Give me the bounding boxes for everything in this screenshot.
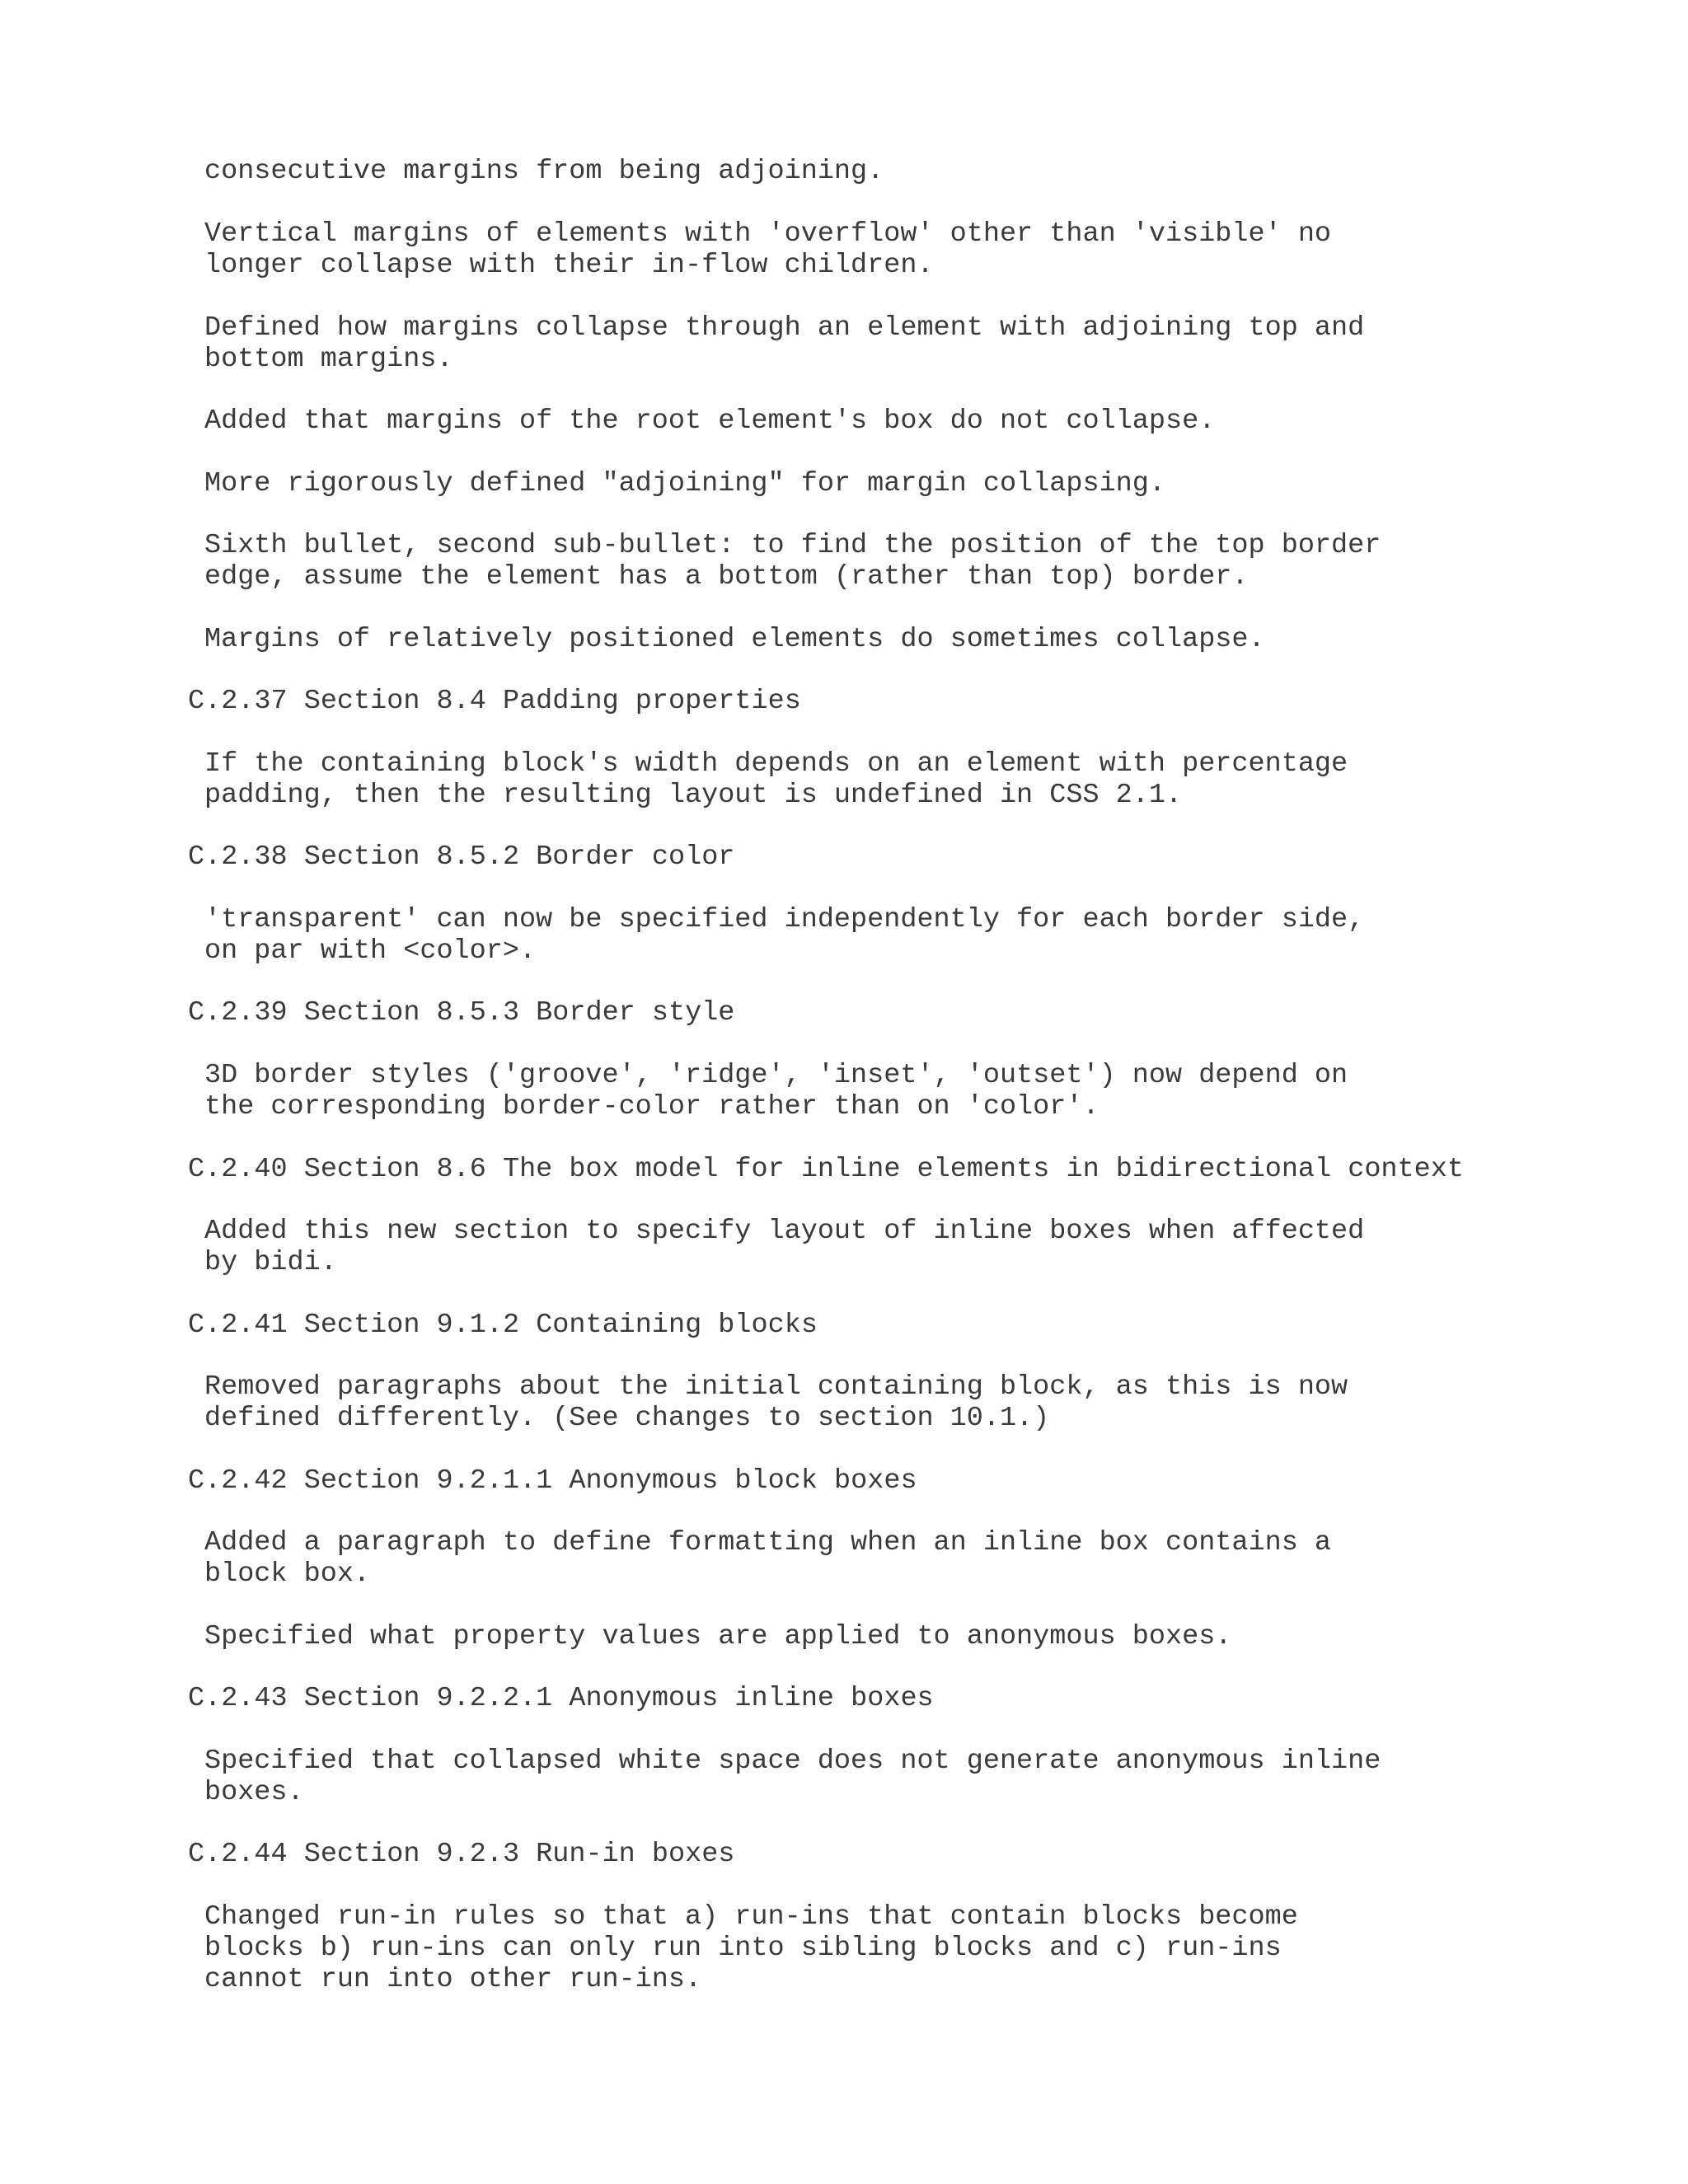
section-heading: C.2.38 Section 8.5.2 Border color <box>188 841 735 873</box>
paragraph-line: bottom margins. <box>204 344 453 375</box>
section-heading: C.2.37 Section 8.4 Padding properties <box>188 686 801 717</box>
paragraph-line: consecutive margins from being adjoining. <box>204 156 884 187</box>
paragraph-line: Added a paragraph to define formatting when an inline box contains a <box>204 1527 1332 1558</box>
paragraph-line: Changed run-in rules so that a) run-ins that contain blocks become <box>204 1901 1298 1933</box>
paragraph-line: 'transparent' can now be specified independently for each border side, <box>204 904 1365 935</box>
paragraph-line: blocks b) run-ins can only run into sibling blocks and c) run-ins <box>204 1933 1282 1964</box>
paragraph-line: block box. <box>204 1558 371 1590</box>
section-heading: C.2.44 Section 9.2.3 Run-in boxes <box>188 1839 735 1870</box>
paragraph-line: cannot run into other run-ins. <box>204 1964 702 1995</box>
paragraph-line: Defined how margins collapse through an element with adjoining top and <box>204 312 1365 344</box>
section-heading: C.2.42 Section 9.2.1.1 Anonymous block boxes <box>188 1465 917 1497</box>
section-heading: C.2.43 Section 9.2.2.1 Anonymous inline boxes <box>188 1683 934 1714</box>
paragraph-line: Removed paragraphs about the initial containing block, as this is now <box>204 1371 1348 1403</box>
paragraph-line: padding, then the resulting layout is undefined in CSS 2.1. <box>204 780 1183 811</box>
paragraph-line: defined differently. (See changes to section 10.1.) <box>204 1403 1050 1434</box>
paragraph-line: edge, assume the element has a bottom (rather than top) border. <box>204 561 1249 593</box>
paragraph-line: More rigorously defined "adjoining" for margin collapsing. <box>204 468 1165 499</box>
paragraph-line: Specified what property values are applied to anonymous boxes. <box>204 1621 1232 1652</box>
paragraph-line: on par with <color>. <box>204 935 537 967</box>
paragraph-line: Added that margins of the root element's box do not collapse. <box>204 405 1216 437</box>
paragraph-line: Margins of relatively positioned elements do sometimes collapse. <box>204 624 1265 655</box>
section-heading: C.2.39 Section 8.5.3 Border style <box>188 997 735 1029</box>
section-heading: C.2.40 Section 8.6 The box model for inline elements in bidirectional context <box>188 1154 1464 1185</box>
section-heading: C.2.41 Section 9.1.2 Containing blocks <box>188 1310 818 1341</box>
paragraph-line: Specified that collapsed white space does not generate anonymous inline <box>204 1746 1381 1777</box>
paragraph-line: by bidi. <box>204 1247 337 1278</box>
paragraph-line: the corresponding border-color rather than on 'color'. <box>204 1091 1100 1122</box>
paragraph-line: Vertical margins of elements with 'overflow' other than 'visible' no <box>204 218 1332 250</box>
paragraph-line: boxes. <box>204 1777 304 1808</box>
paragraph-line: longer collapse with their in-flow children. <box>204 250 934 281</box>
paragraph-line: Added this new section to specify layout of inline boxes when affected <box>204 1216 1365 1247</box>
paragraph-line: If the containing block's width depends on an element with percentage <box>204 748 1348 780</box>
paragraph-line: 3D border styles ('groove', 'ridge', 'inset', 'outset') now depend on <box>204 1060 1348 1091</box>
paragraph-line: Sixth bullet, second sub-bullet: to find the position of the top border <box>204 530 1381 561</box>
